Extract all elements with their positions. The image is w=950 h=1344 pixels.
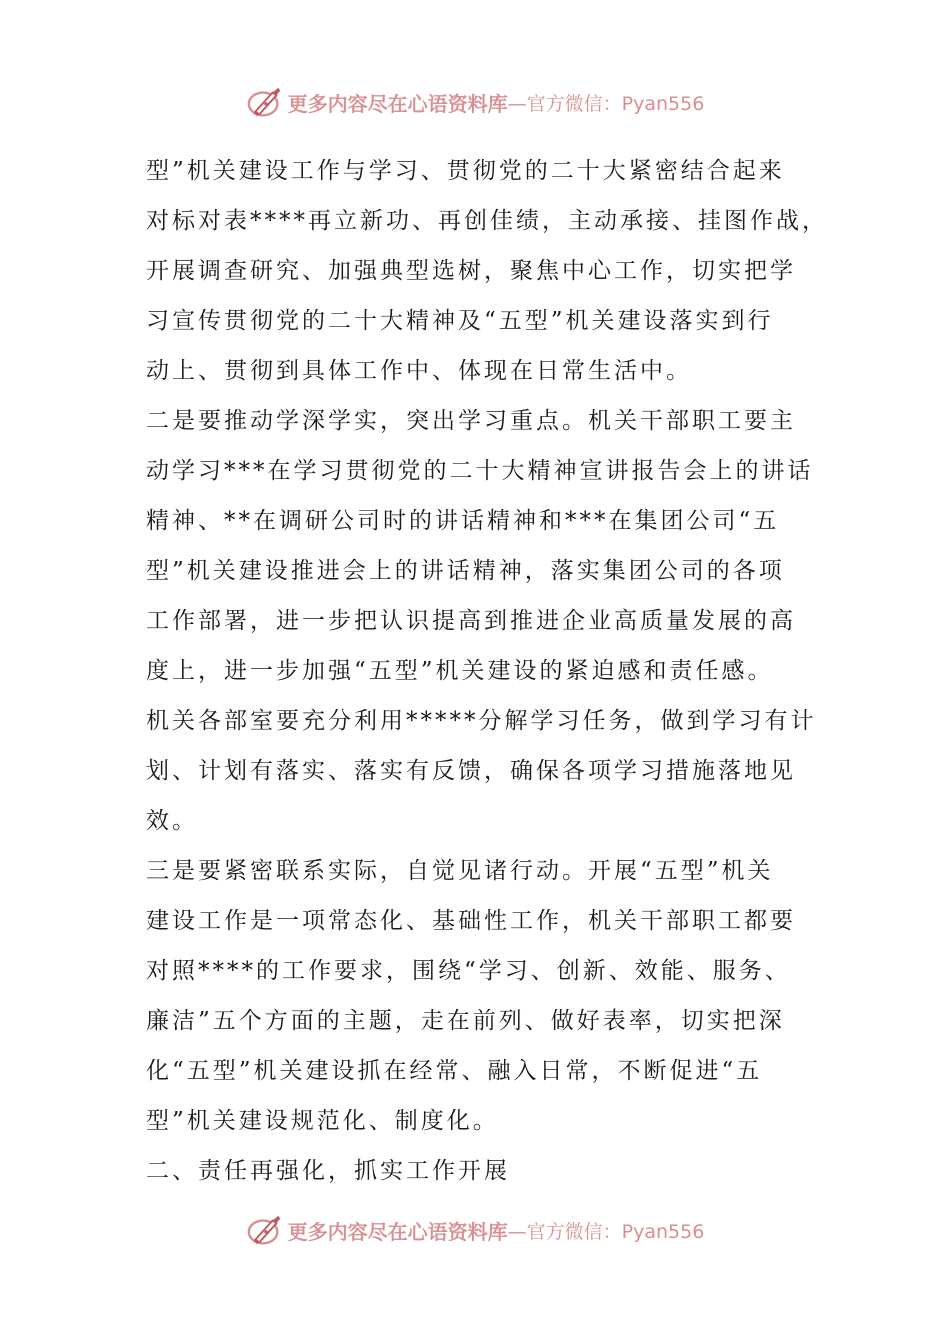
body-line: 二是要推动学深学实，突出学习重点。机关干部职工要主 xyxy=(146,408,796,434)
body-line: 化“五型”机关建设抓在经常、融入日常，不断促进“五 xyxy=(146,1058,763,1084)
body-line: 对标对表****再立新功、再创佳绩，主动承接、挂图作战， xyxy=(146,208,828,234)
document-body xyxy=(146,146,828,1196)
pen-nib-logo-icon xyxy=(246,1211,284,1249)
body-line: 廉洁”五个方面的主题，走在前列、做好表率，切实把深 xyxy=(146,1008,785,1034)
body-line: 机关各部室要充分利用*****分解学习任务，做到学习有计 xyxy=(146,708,817,734)
body-line: 三是要紧密联系实际，自觉见诸行动。开展“五型”机关 xyxy=(146,858,774,884)
body-line: 动学习***在学习贯彻党的二十大精神宣讲报告会上的讲话 xyxy=(146,458,814,484)
body-line: 对照****的工作要求，围绕“学习、创新、效能、服务、 xyxy=(146,958,791,984)
section-heading: 二、责任再强化，抓实工作开展 xyxy=(146,1158,510,1184)
body-line: 型”机关建设推进会上的讲话精神，落实集团公司的各项 xyxy=(146,558,785,584)
body-line: 工作部署，进一步把认识提高到推进企业高质量发展的高 xyxy=(146,608,796,634)
body-line: 效。 xyxy=(146,808,198,834)
body-line: 习宣传贯彻党的二十大精神及“五型”机关建设落实到行 xyxy=(146,308,774,334)
footer-banner-wechat: —官方微信：Pyan556 xyxy=(507,1220,705,1243)
header-banner-title: 更多内容尽在心语资料库 xyxy=(287,91,508,116)
header-banner-wechat: —官方微信：Pyan556 xyxy=(507,92,705,115)
footer-watermark-banner xyxy=(0,1208,950,1252)
body-line: 建设工作是一项常态化、基础性工作，机关干部职工都要 xyxy=(146,908,796,934)
body-line: 型”机关建设规范化、制度化。 xyxy=(146,1108,499,1134)
footer-banner-title: 更多内容尽在心语资料库 xyxy=(287,1219,508,1244)
body-line: 度上，进一步加强“五型”机关建设的紧迫感和责任感。 xyxy=(146,658,774,684)
body-line: 划、计划有落实、落实有反馈，确保各项学习措施落地见 xyxy=(146,758,796,784)
pen-nib-logo-icon xyxy=(246,83,284,121)
body-line: 动上、贯彻到具体工作中、体现在日常生活中。 xyxy=(146,358,692,384)
body-line: 型”机关建设工作与学习、贯彻党的二十大紧密结合起来 xyxy=(146,158,785,184)
body-line: 开展调查研究、加强典型选树，聚焦中心工作，切实把学 xyxy=(146,258,796,284)
body-line: 精神、**在调研公司时的讲话精神和***在集团公司“五 xyxy=(146,508,780,534)
header-watermark-banner xyxy=(0,80,950,124)
